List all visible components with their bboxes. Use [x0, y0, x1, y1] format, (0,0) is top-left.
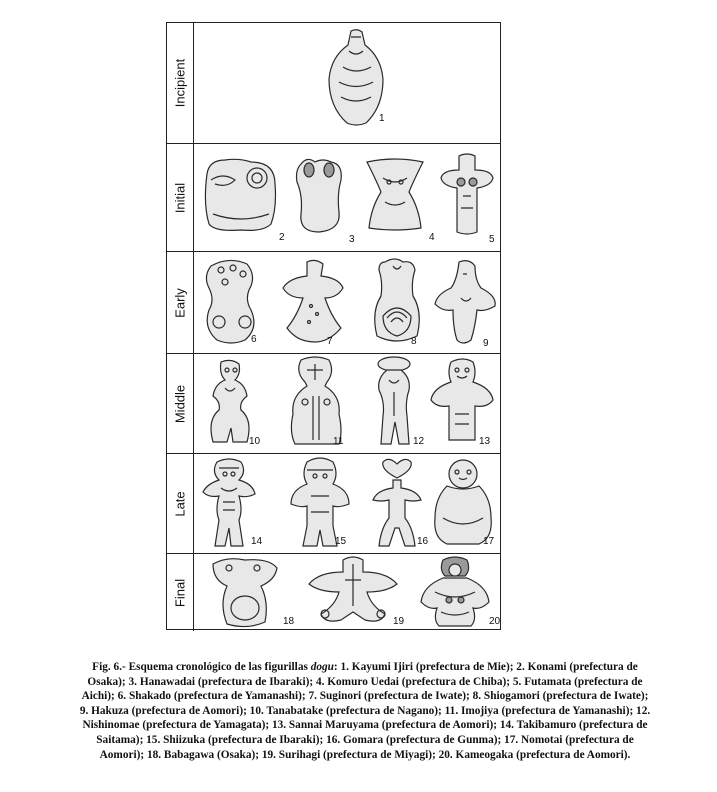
figurine-number: 3	[349, 234, 355, 245]
figurine-number: 17	[483, 536, 495, 547]
figurine-number: 16	[417, 536, 429, 547]
figure-caption	[78, 660, 652, 762]
figurine-number: 10	[249, 436, 261, 447]
figurine-13	[429, 358, 495, 444]
period-label-cell	[167, 144, 194, 251]
period-label-cell	[167, 554, 194, 631]
chronology-figure	[166, 22, 501, 630]
figurine-19	[305, 556, 401, 628]
figurine-number: 2	[279, 232, 285, 243]
period-label: Initial	[172, 182, 188, 213]
period-label: Late	[172, 490, 188, 517]
figurine-18	[207, 556, 281, 630]
figurine-5	[439, 152, 495, 238]
figurine-number: 11	[333, 436, 344, 447]
figurine-4	[363, 152, 427, 232]
figurine-number: 14	[251, 536, 263, 547]
figurine-number: 18	[283, 616, 295, 627]
figurine-8	[367, 256, 427, 346]
period-label: Final	[172, 578, 188, 607]
row-early	[167, 251, 500, 353]
figurine-number: 6	[251, 334, 257, 345]
period-label: Early	[172, 287, 188, 318]
figurine-14	[199, 458, 259, 550]
period-label: Middle	[172, 384, 188, 423]
figurine-7	[281, 258, 347, 344]
row-incipient	[167, 23, 500, 143]
figurines-final	[193, 554, 500, 631]
figurines-late	[193, 454, 500, 553]
figurines-incipient	[193, 23, 500, 143]
figurine-number: 9	[483, 338, 489, 349]
figurine-9	[433, 258, 499, 346]
figurine-10	[203, 358, 257, 446]
figurine-number: 13	[479, 436, 491, 447]
figurines-early	[193, 252, 500, 353]
figurine-number: 5	[489, 234, 495, 245]
caption-prefix: Fig. 6.- Esquema cronológico de las figurillas	[92, 661, 311, 673]
period-label: Incipient	[172, 58, 188, 108]
figurine-17	[429, 458, 497, 548]
period-label-cell	[167, 354, 194, 453]
figurine-12	[369, 356, 419, 448]
figurine-6	[201, 256, 261, 346]
figurine-number: 8	[411, 336, 417, 347]
row-final	[167, 553, 500, 631]
figurine-number: 7	[327, 336, 333, 347]
row-middle	[167, 353, 500, 453]
figurine-11	[283, 356, 349, 448]
period-label-cell	[167, 23, 194, 143]
caption-text: : 1. Kayumi Ijiri (prefectura de Mie); 2. Konami (prefectura de Osaka); 3. Hanawadai (prefectura de Ibaraki); 4. Komuro Uedai (prefectura de Chiba); 5. Futamata (prefectura de Aichi); 6. Shakado (prefectura de Yamanashi); 7. Suginori (prefectura de Iwate); 8. Shiogamori (prefectura de Iwate); 9. Hakuza (prefectura de Aomori); 10. Tanabatake (prefectura de Nagano); 11. Imojiya (prefectura de Yamanashi); 12. Nishinomae (prefectura de Yamagata); 13. Sannai Maruyama (prefectura de Aomori); 14. Takibamuro (prefectura de Saitama); 15. Shiizuka (prefectura de Ibaraki); 16. Gomara (prefectura de Gunma); 17. Nomotai (prefectura de Aomori); 18. Babagawa (Osaka); 19. Surihagi (prefectura de Miyagi); 20. Kameogaka (prefectura de Aomori).	[79, 661, 651, 761]
figurine-2	[201, 154, 279, 234]
caption-italic-word: dogu	[310, 661, 334, 673]
figurine-1	[321, 27, 391, 127]
period-label-cell	[167, 454, 194, 553]
figurine-number: 20	[489, 616, 501, 627]
row-initial	[167, 143, 500, 251]
period-label-cell	[167, 252, 194, 353]
figurine-number: 19	[393, 616, 405, 627]
row-late	[167, 453, 500, 553]
figurine-3	[289, 156, 349, 236]
figurine-20	[415, 556, 495, 628]
figurine-number: 1	[379, 113, 385, 124]
figurine-number: 15	[335, 536, 347, 547]
figurine-number: 12	[413, 436, 425, 447]
figurine-number: 4	[429, 232, 435, 243]
figurines-initial	[193, 144, 500, 251]
figurines-middle	[193, 354, 500, 453]
